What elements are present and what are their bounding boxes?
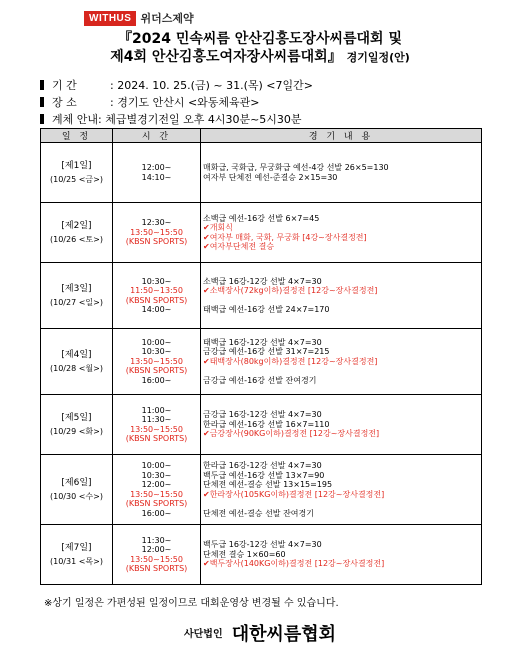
event-item	[203, 559, 481, 569]
time-slot: (KBSN SPORTS)	[125, 295, 188, 305]
event-text: 백두급 예선-16강 선발 13×7=90	[203, 470, 325, 480]
events-cell	[201, 263, 482, 329]
bullet-icon	[40, 80, 44, 90]
event-text: 단체전 예선-결승 선발 13×15=195	[203, 480, 333, 489]
event-item	[203, 242, 481, 252]
table-header-row	[41, 129, 482, 143]
info-key: 기 간	[52, 79, 77, 92]
time-slot: 14:10~	[141, 172, 172, 182]
day-label: [제5일]	[61, 412, 92, 423]
day-date: (10/29 <화>)	[50, 426, 103, 436]
time-slot: 11:00~	[141, 405, 172, 415]
table-row	[41, 395, 482, 455]
header-events: 경 기 내 용	[201, 129, 482, 143]
time-slot: 13:50~15:50	[130, 356, 183, 366]
day-date: (10/25 <금>)	[50, 174, 103, 184]
event-item	[203, 540, 481, 550]
time-slot: 12:00~	[141, 163, 172, 172]
organization	[0, 620, 520, 646]
time-slot: 12:00~	[141, 480, 172, 489]
day-label: [제6일]	[61, 477, 92, 488]
event-text: 개회식	[209, 223, 233, 232]
day-label: [제3일]	[61, 283, 92, 294]
event-item	[203, 420, 481, 430]
event-item	[203, 480, 481, 490]
event-item	[203, 214, 481, 224]
day-label: [제1일]	[61, 160, 92, 171]
event-item	[203, 471, 481, 481]
day-label: [제7일]	[61, 542, 92, 553]
checkmark-icon: ✔	[203, 232, 210, 242]
event-text: 금강급 16강-12강 선발 4×7=30	[203, 410, 322, 420]
event-text: 소백급 16강-12강 선발 4×7=30	[203, 276, 322, 286]
info-key: 장 소	[52, 96, 77, 109]
event-item	[203, 173, 481, 183]
time-slot: 10:30~	[141, 347, 172, 357]
time-cell	[113, 395, 201, 455]
time-cell	[113, 263, 201, 329]
time-slot: (KBSN SPORTS)	[125, 366, 188, 376]
event-item	[203, 163, 481, 173]
table-row	[41, 329, 482, 395]
sponsor	[84, 10, 194, 26]
events-cell	[201, 395, 482, 455]
time-slot: 11:30~	[141, 415, 172, 424]
event-text: 소백급 예선-16강 선발 6×7=45	[203, 213, 320, 223]
event-text: 여자부단체전 결승	[209, 242, 275, 251]
event-item	[203, 376, 481, 386]
event-text: 한라급 16강-12강 선발 4×7=30	[203, 461, 322, 470]
day-cell	[41, 525, 113, 585]
day-date: (10/27 <일>)	[50, 297, 103, 307]
time-cell	[113, 143, 201, 203]
event-text: 태백장사(80kg이하)결정전 [12강~장사결정전]	[209, 356, 378, 366]
time-slot: (KBSN SPORTS)	[125, 564, 188, 573]
event-item	[203, 347, 481, 357]
day-date: (10/30 <수>)	[50, 491, 103, 501]
checkmark-icon: ✔	[203, 489, 210, 499]
checkmark-icon: ✔	[203, 356, 210, 366]
event-text: 매화급, 국화급, 무궁화급 예선-4강 선발 26×5=130	[203, 163, 389, 172]
event-text: 단체전 예선-결승 선발 잔여경기	[203, 508, 314, 518]
checkmark-icon: ✔	[203, 242, 210, 251]
event-item	[203, 233, 481, 243]
event-text: 태백급 예선-16강 선발 24×7=170	[203, 305, 330, 314]
checkmark-icon: ✔	[203, 429, 210, 439]
events-cell	[201, 455, 482, 525]
checkmark-icon: ✔	[203, 286, 210, 295]
sponsor-logo: WITHUS	[84, 11, 136, 26]
table-row	[41, 143, 482, 203]
checkmark-icon: ✔	[203, 223, 210, 232]
event-text: 금강급 예선-16강 선발 31×7=215	[203, 347, 330, 357]
time-slot: 12:00~	[141, 545, 172, 554]
time-slot: (KBSN SPORTS)	[125, 237, 188, 247]
event-item	[203, 357, 481, 367]
event-item	[203, 490, 481, 500]
info-key: 계체 안내	[52, 113, 99, 126]
event-text: 금강장사(90KG이하)결정전 [12강~장사결정전]	[209, 429, 380, 439]
bullet-icon	[40, 114, 44, 124]
event-text: 백두급 16강-12강 선발 4×7=30	[203, 540, 322, 550]
time-slot: 10:00~	[141, 337, 172, 347]
title-line-1: 『2024 민속씨름 안산김홍도장사씨름대회 및	[118, 31, 402, 47]
time-cell	[113, 329, 201, 395]
time-slot: 10:30~	[141, 470, 172, 480]
event-item	[203, 338, 481, 348]
day-label: [제2일]	[61, 220, 92, 231]
time-slot: (KBSN SPORTS)	[125, 434, 188, 443]
bullet-icon	[40, 97, 44, 107]
day-label: [제4일]	[61, 349, 92, 360]
table-row	[41, 525, 482, 585]
table-row	[41, 263, 482, 329]
time-slot: 10:30~	[141, 276, 172, 286]
events-cell	[201, 525, 482, 585]
time-slot: 13:50~15:50	[130, 489, 183, 499]
schedule-table	[40, 128, 482, 585]
day-date: (10/28 <월>)	[50, 363, 103, 373]
event-item	[203, 461, 481, 471]
info-value: : 2024. 10. 25.(금) ~ 31.(목) <7일간>	[110, 79, 313, 92]
time-slot: 13:50~15:50	[130, 424, 183, 434]
time-cell	[113, 525, 201, 585]
time-slot: 13:50~15:50	[130, 227, 183, 237]
day-cell	[41, 203, 113, 263]
time-cell	[113, 203, 201, 263]
day-cell	[41, 263, 113, 329]
header-day: 일 정	[41, 129, 113, 143]
title-line-2	[0, 46, 520, 66]
org-prefix: 사단법인	[183, 629, 223, 640]
time-slot: 10:00~	[141, 461, 172, 470]
time-slot: 12:30~	[141, 218, 172, 228]
event-item	[203, 305, 481, 315]
event-text: 금강급 예선-16강 선발 잔여경기	[203, 375, 317, 385]
event-text: 단체전 결승 1×60=60	[203, 549, 286, 559]
event-item	[203, 410, 481, 420]
checkmark-icon: ✔	[203, 559, 210, 569]
event-item	[203, 550, 481, 560]
event-text: 태백급 16강-12강 선발 4×7=30	[203, 337, 322, 347]
day-date: (10/26 <토>)	[50, 234, 103, 244]
day-date: (10/31 <목>)	[50, 556, 103, 566]
time-cell	[113, 455, 201, 525]
event-item	[203, 286, 481, 296]
event-text: 한라장사(105KG이하)결정전 [12강~장사결정전]	[209, 489, 385, 499]
events-cell	[201, 143, 482, 203]
day-cell	[41, 143, 113, 203]
org-name: 대한씨름협회	[231, 624, 337, 645]
title-suffix: 경기일정(안)	[346, 51, 410, 64]
event-item	[203, 223, 481, 233]
footnote: ※상기 일정은 가편성된 일정이므로 대회운영상 변경될 수 있습니다.	[44, 598, 339, 609]
event-text: 한라급 예선-16강 선발 16×7=110	[203, 419, 330, 429]
events-cell	[201, 329, 482, 395]
event-text: 백두장사(140KG이하)결정전 [12강~장사결정전]	[209, 559, 385, 569]
info-venue	[40, 95, 260, 110]
time-slot: 16:00~	[141, 508, 172, 518]
info-period	[40, 78, 313, 93]
info-value: : 경기도 안산시 <와동체육관>	[110, 96, 260, 109]
event-item	[203, 509, 481, 519]
time-slot: 16:00~	[141, 375, 172, 385]
title-line-2-main: 제4회 안산김홍도여자장사씨름대회』	[110, 49, 342, 65]
day-cell	[41, 329, 113, 395]
table-row	[41, 203, 482, 263]
time-slot: 11:30~	[141, 535, 172, 545]
event-text: 소백장사(72kg이하)결정전 [12강~장사결정전]	[209, 286, 378, 295]
info-value: : 체급별경기전일 오후 4시30분~5시30분	[98, 113, 302, 126]
info-weigh-in	[40, 112, 302, 127]
event-item	[203, 429, 481, 439]
header-time: 시 간	[113, 129, 201, 143]
event-text: 여자부 단체전 예선-준결승 2×15=30	[203, 172, 338, 182]
day-cell	[41, 395, 113, 455]
time-slot: 14:00~	[141, 305, 172, 314]
events-cell	[201, 203, 482, 263]
sponsor-name: 위더스제약	[140, 12, 194, 25]
time-slot: 11:50~13:50	[130, 286, 183, 295]
table-row	[41, 455, 482, 525]
event-text: 여자부 매화, 국화, 무궁화 [4강~장사결정전]	[209, 232, 367, 242]
time-slot: (KBSN SPORTS)	[125, 499, 188, 508]
event-item	[203, 277, 481, 287]
time-slot: 13:50~15:50	[130, 554, 183, 564]
day-cell	[41, 455, 113, 525]
